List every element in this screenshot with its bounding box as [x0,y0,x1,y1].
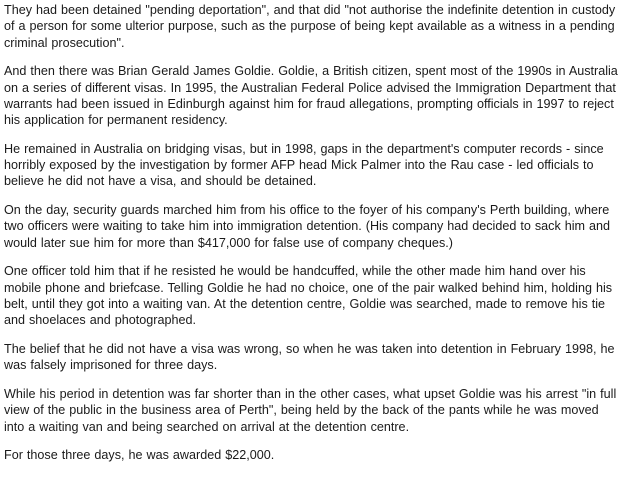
paragraph-2: And then there was Brian Gerald James Goldie. Goldie, a British citizen, spent most of the 1990s in Australia on a series of different visas. In 1995, the Australian Federal Police advised the Immigration Department that warrants had been issued in Edinburgh against him for fraud allegations, prompting officials in 1997 to reject his application for permanent residency. [4,64,618,128]
paragraph-4: On the day, security guards marched him from his office to the foyer of his company's Perth building, where two officers were waiting to take him into immigration detention. (His company had decided to sack him and would later sue him for more than $417,000 for false use of company cheques.) [4,203,611,250]
paragraph-3: He remained in Australia on bridging visas, but in 1998, gaps in the department's computer records - since horribly exposed by the investigation by former AFP head Mick Palmer into the Rau case - led officials to believe he did not have a visa, and should be detained. [4,141,604,189]
paragraph-1: They had been detained "pending deportation", and that did "not authorise the indefinite detention in custody of a person for some ulterior purpose, such as the purpose of being kept available as a witness in a pending criminal prosecution". [4,3,616,50]
paragraph-7: While his period in detention was far shorter than in the other cases, what upset Goldie was his arrest "in full view of the public in the business area of Perth", being held by the back of the pants while he was moved into a waiting van and being searched on arrival at the detention centre. [4,386,617,434]
paragraph-8: For those three days, he was awarded $22,000. [4,448,275,463]
paragraph-6: The belief that he did not have a visa was wrong, so when he was taken into detention in February 1998, he was falsely imprisoned for three days. [4,342,615,373]
paragraph-5: One officer told him that if he resisted he would be handcuffed, while the other made him hand over his mobile phone and briefcase. Telling Goldie he had no choice, one of the pair walked behind him, holding his belt, until they got into a waiting van. At the detention centre, Goldie was searched, made to remove his tie and shoelaces and photographed. [4,264,613,328]
